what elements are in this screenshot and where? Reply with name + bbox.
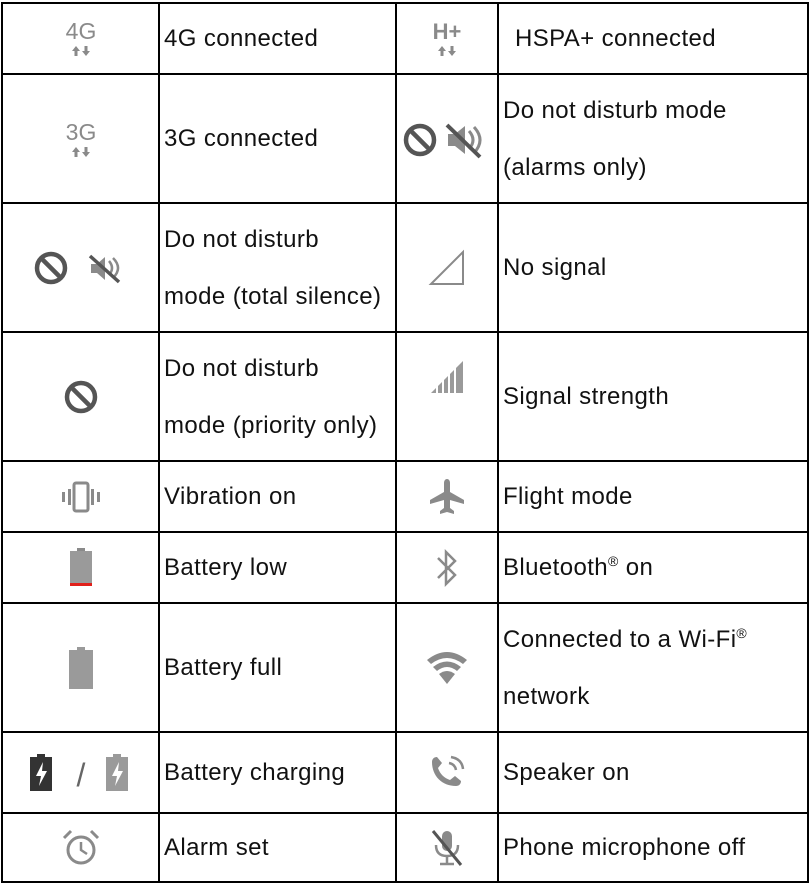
icon-description-line: network <box>503 682 590 710</box>
icon-description: 4G connected <box>164 25 319 52</box>
table-row <box>2 813 808 882</box>
table-row <box>2 603 808 732</box>
description-cell <box>498 74 808 203</box>
table-row <box>2 461 808 532</box>
do-not-disturb-icon <box>37 254 65 282</box>
icon-cell <box>2 603 159 732</box>
registered-mark: ® <box>736 624 748 641</box>
battery-charging-light-icon <box>106 754 128 791</box>
icon-description-line: Do not disturb <box>164 225 320 253</box>
dnd-alarms-only-icon <box>402 119 492 159</box>
icon-description: No signal <box>503 254 607 281</box>
4g-icon <box>61 17 101 61</box>
description-cell <box>159 3 396 74</box>
icon-description: HSPA+ connected <box>515 25 717 52</box>
description-cell <box>498 532 808 603</box>
dnd-priority-only-icon <box>61 377 101 417</box>
icon-cell <box>396 603 498 732</box>
battery-full-icon <box>66 645 96 691</box>
icon-description: Speaker on <box>503 759 630 786</box>
description-cell <box>498 461 808 532</box>
bluetooth-icon <box>432 546 462 590</box>
alarm-icon <box>59 828 103 868</box>
battery-low-icon <box>66 546 96 590</box>
dnd-total-silence-icon <box>33 248 129 288</box>
hspa-plus-icon <box>427 17 467 61</box>
no-signal-icon <box>427 248 467 288</box>
battery-charging-icon <box>26 752 136 794</box>
icon-cell <box>2 74 159 203</box>
status-icons-table <box>1 2 809 883</box>
icon-cell <box>396 203 498 332</box>
icon-description: Battery low <box>164 554 288 581</box>
icon-cell <box>2 532 159 603</box>
description-cell <box>159 603 396 732</box>
table-row <box>2 3 808 74</box>
icon-cell <box>396 732 498 813</box>
table-row <box>2 74 808 203</box>
icon-description-line: Do not disturb mode <box>503 96 727 124</box>
icon-description: Phone microphone off <box>503 834 746 861</box>
icon-description: Vibration on <box>164 483 297 510</box>
icon-description: Alarm set <box>164 834 269 861</box>
signal-strength-icon <box>427 357 467 397</box>
do-not-disturb-icon <box>406 126 434 154</box>
table-row <box>2 732 808 813</box>
svg-text:/: / <box>76 756 85 793</box>
table-row <box>2 203 808 332</box>
icon-cell <box>2 813 159 882</box>
battery-charging-dark-icon <box>30 754 52 791</box>
description-cell <box>498 203 808 332</box>
icon-cell <box>2 732 159 813</box>
description-cell <box>498 813 808 882</box>
description-cell <box>159 732 396 813</box>
mic-off-icon <box>427 827 467 869</box>
3g-icon <box>61 116 101 162</box>
icon-cell <box>396 813 498 882</box>
svg-text:3G: 3G <box>65 118 96 145</box>
icon-description: Signal strength <box>503 383 670 410</box>
icon-description-line: (alarms only) <box>503 153 647 181</box>
description-cell <box>159 74 396 203</box>
icon-description-line: mode (priority only) <box>164 411 378 439</box>
speakerphone-icon <box>427 753 467 793</box>
icon-cell <box>396 74 498 203</box>
registered-mark: ® <box>608 553 619 569</box>
description-cell <box>159 461 396 532</box>
icon-description-line: mode (total silence) <box>164 282 382 310</box>
description-cell <box>159 203 396 332</box>
icon-description: Battery charging <box>164 759 346 786</box>
icon-cell <box>2 3 159 74</box>
wifi-icon <box>423 648 471 688</box>
icon-cell <box>396 3 498 74</box>
icon-description-line: Do not disturb <box>164 354 320 382</box>
icon-description: 3G connected <box>164 125 319 152</box>
svg-text:4G: 4G <box>65 17 96 44</box>
description-cell <box>159 332 396 461</box>
icon-cell <box>396 532 498 603</box>
description-cell <box>498 603 808 732</box>
icon-cell <box>396 332 498 461</box>
icon-description: Connected to a Wi-Fi <box>503 625 737 653</box>
description-cell <box>159 532 396 603</box>
airplane-icon <box>427 477 467 517</box>
mute-icon <box>447 125 480 157</box>
description-cell <box>498 732 808 813</box>
description-cell <box>159 813 396 882</box>
table-row <box>2 532 808 603</box>
icon-description: Flight mode <box>503 483 633 510</box>
mute-icon <box>90 256 119 282</box>
icon-cell <box>2 332 159 461</box>
icon-description: Bluetooth <box>503 554 609 581</box>
table-row <box>2 332 808 461</box>
icon-cell <box>2 461 159 532</box>
description-cell <box>498 332 808 461</box>
icon-cell <box>396 461 498 532</box>
svg-text:H+: H+ <box>432 18 462 44</box>
vibration-icon <box>59 479 103 515</box>
icon-description: Battery full <box>164 654 283 681</box>
description-cell <box>498 3 808 74</box>
icon-cell <box>2 203 159 332</box>
icon-description-line <box>503 611 807 668</box>
icon-description-suffix: on <box>618 554 654 581</box>
